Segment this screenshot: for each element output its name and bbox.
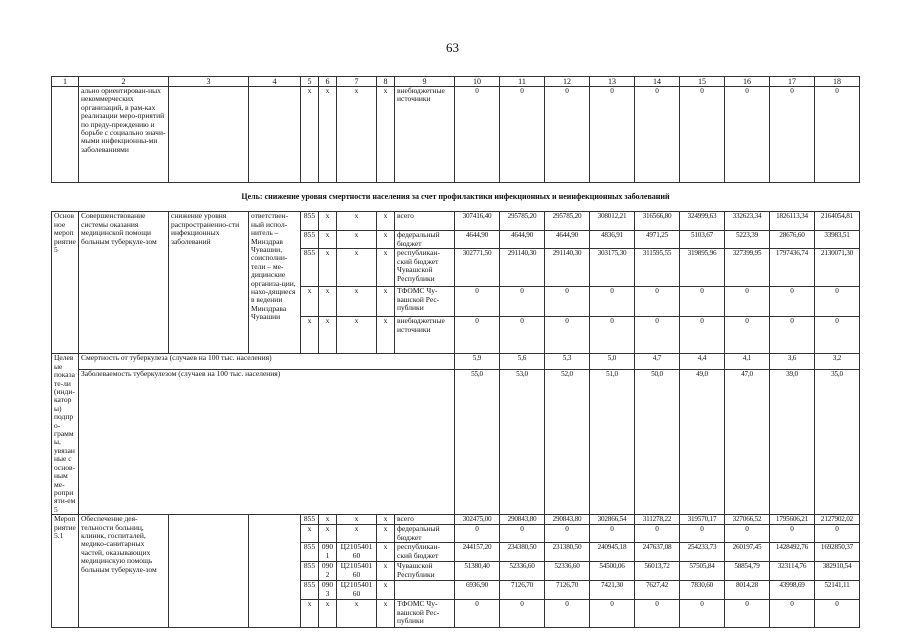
cell: 0 xyxy=(680,317,725,354)
table-row xyxy=(52,87,860,183)
cell: 4,1 xyxy=(725,354,770,369)
cell: всего xyxy=(395,515,455,525)
cell: Совершенствование системы оказания медицинской помощи больным туберкуле-зом xyxy=(79,212,169,354)
cell: 7126,70 xyxy=(545,581,590,600)
cell: x xyxy=(319,600,337,628)
cell: 302475,00 xyxy=(455,515,500,525)
header-cell: 11 xyxy=(500,77,545,87)
header-cell: 4 xyxy=(249,77,301,87)
cell: x xyxy=(301,600,319,628)
cell: Заболеваемость туберкулезом (случаев на 100 тыс. населения) xyxy=(79,369,455,515)
cell: 295785,20 xyxy=(500,212,545,231)
cell: 54500,06 xyxy=(590,562,635,581)
cell: 57505,84 xyxy=(680,562,725,581)
cell: 0 xyxy=(680,287,725,317)
cell: 4,7 xyxy=(635,354,680,369)
cell: x xyxy=(301,525,319,543)
cell: ТФОМС Чу-вашской Рес-публики xyxy=(395,600,455,628)
cell: Обеспечение дея-тельности больниц, клиник, госпиталей, медико-санитарных частей, оказывающих медицинскую помощь больным туберкуле-зом xyxy=(79,515,169,628)
cell: x xyxy=(319,212,337,231)
cell: x xyxy=(301,317,319,354)
cell: 52336,60 xyxy=(500,562,545,581)
cell: 2127902,02 xyxy=(815,515,860,525)
cell: 35,0 xyxy=(815,369,860,515)
cell: 323114,76 xyxy=(770,562,815,581)
cell: 52336,60 xyxy=(545,562,590,581)
cell: x xyxy=(337,87,377,183)
cell: Основное мероприятие 5 xyxy=(52,212,79,354)
cell: 0903 xyxy=(319,581,337,600)
cell: 33983,51 xyxy=(815,231,860,249)
cell: 382910,54 xyxy=(815,562,860,581)
cell: 311595,55 xyxy=(635,249,680,287)
cell: 5103,67 xyxy=(680,231,725,249)
cell: 7627,42 xyxy=(635,581,680,600)
cell: 0 xyxy=(635,600,680,628)
cell: федеральный бюджет xyxy=(395,525,455,543)
cell xyxy=(249,87,301,183)
cell: 302771,50 xyxy=(455,249,500,287)
cell: 0 xyxy=(545,287,590,317)
cell xyxy=(395,581,455,600)
cell: всего xyxy=(395,212,455,231)
cell: x xyxy=(301,287,319,317)
header-cell: 10 xyxy=(455,77,500,87)
cell: 0 xyxy=(815,287,860,317)
cell: 0 xyxy=(545,600,590,628)
cell: 28676,60 xyxy=(770,231,815,249)
cell: x xyxy=(337,515,377,525)
cell: x xyxy=(301,87,319,183)
cell: 855 xyxy=(301,212,319,231)
cell: 0 xyxy=(500,317,545,354)
cell: 0 xyxy=(815,87,860,183)
cell: x xyxy=(337,231,377,249)
cell: 1826113,34 xyxy=(770,212,815,231)
cell: 0 xyxy=(770,600,815,628)
cell: 0 xyxy=(815,317,860,354)
cell: 0 xyxy=(725,87,770,183)
cell: 303175,30 xyxy=(590,249,635,287)
header-cell: 12 xyxy=(545,77,590,87)
cell: x xyxy=(337,287,377,317)
cell: 231380,50 xyxy=(545,543,590,562)
cell: 311278,22 xyxy=(635,515,680,525)
cell: 240945,18 xyxy=(590,543,635,562)
cell: 290843,80 xyxy=(500,515,545,525)
cell: 247637,08 xyxy=(635,543,680,562)
cell: x xyxy=(377,249,395,287)
cell: 316566,80 xyxy=(635,212,680,231)
cell: 0 xyxy=(635,525,680,543)
cell: x xyxy=(319,231,337,249)
cell: Ц2105401 60 xyxy=(337,543,377,562)
cell: 319895,96 xyxy=(680,249,725,287)
cell: 3,2 xyxy=(815,354,860,369)
cell: 324999,63 xyxy=(680,212,725,231)
cell: 0 xyxy=(770,287,815,317)
table-row xyxy=(52,369,860,515)
cell: ТФОМС Чу-вашской Рес-публики xyxy=(395,287,455,317)
header-cell: 3 xyxy=(169,77,249,87)
cell: 8014,28 xyxy=(725,581,770,600)
cell: 5,3 xyxy=(545,354,590,369)
cell xyxy=(169,515,249,628)
cell: 319570,17 xyxy=(680,515,725,525)
cell: 855 xyxy=(301,543,319,562)
cell: Мероприятие 5.1 xyxy=(52,515,79,628)
header-cell: 6 xyxy=(319,77,337,87)
cell: 50,0 xyxy=(635,369,680,515)
cell: 43998,69 xyxy=(770,581,815,600)
header-cell: 13 xyxy=(590,77,635,87)
cell: 1795606,21 xyxy=(770,515,815,525)
cell: 302866,54 xyxy=(590,515,635,525)
cell: 0 xyxy=(725,525,770,543)
cell: 0 xyxy=(815,525,860,543)
cell: x xyxy=(377,287,395,317)
goal-title: Цель: снижение уровня смертности населения за счет профилактики инфекционных и неинфекционных заболеваний xyxy=(241,192,670,201)
header-row xyxy=(52,77,860,87)
cell: 0 xyxy=(635,87,680,183)
cell: 855 xyxy=(301,249,319,287)
cell: 0 xyxy=(455,287,500,317)
cell: 290843,80 xyxy=(545,515,590,525)
cell: 244157,20 xyxy=(455,543,500,562)
cell: 855 xyxy=(301,231,319,249)
cell: 260197,45 xyxy=(725,543,770,562)
cell: Чувашской Республики xyxy=(395,562,455,581)
header-cell: 18 xyxy=(815,77,860,87)
cell: 295785,20 xyxy=(545,212,590,231)
page-number: 63 xyxy=(446,40,459,55)
cell: ально ориентирован-ных некоммерческих организаций, в рам-ках реализации меро-приятий по преду-преждению и борьбе с социально значи-мыми инфекционны-ми заболеваниями xyxy=(79,87,169,183)
cell: 7830,60 xyxy=(680,581,725,600)
cell: 4,4 xyxy=(680,354,725,369)
cell: Ц2105401 60 xyxy=(337,581,377,600)
cell: 855 xyxy=(301,515,319,525)
cell: 1428492,76 xyxy=(770,543,815,562)
cell: 291140,30 xyxy=(500,249,545,287)
cell: 49,0 xyxy=(680,369,725,515)
cell: 1797436,74 xyxy=(770,249,815,287)
cell: 2164054,81 xyxy=(815,212,860,231)
cell: 5223,39 xyxy=(725,231,770,249)
cell: 5,6 xyxy=(500,354,545,369)
cell: 52141,11 xyxy=(815,581,860,600)
cell: x xyxy=(337,317,377,354)
cell: 0 xyxy=(680,87,725,183)
cell: 51,0 xyxy=(590,369,635,515)
cell: 0901 xyxy=(319,543,337,562)
cell: 7126,70 xyxy=(500,581,545,600)
cell: 291140,30 xyxy=(545,249,590,287)
cell: x xyxy=(377,515,395,525)
cell: ответствен-ный испол-нитель – Минздрав Чувашии, соисполни-тели – ме-дицинские организа-ции, нахо-дящиеся в ведении Минздрава Чувашии xyxy=(249,212,301,354)
cell: 51380,40 xyxy=(455,562,500,581)
cell: внебюджетные источники xyxy=(395,317,455,354)
cell: 0 xyxy=(680,525,725,543)
cell: 3,6 xyxy=(770,354,815,369)
cell: 47,0 xyxy=(725,369,770,515)
cell: 0 xyxy=(590,287,635,317)
header-cell: 9 xyxy=(395,77,455,87)
cell: 0902 xyxy=(319,562,337,581)
cell: 5,0 xyxy=(590,354,635,369)
cell: x xyxy=(377,581,395,600)
cell: 0 xyxy=(590,525,635,543)
cell: 307416,40 xyxy=(455,212,500,231)
cell: внебюджетные источники xyxy=(395,87,455,183)
cell: 0 xyxy=(500,525,545,543)
cell: 0 xyxy=(725,317,770,354)
cell: 0 xyxy=(680,600,725,628)
cell: x xyxy=(319,87,337,183)
cell: 0 xyxy=(770,317,815,354)
cell xyxy=(52,87,79,183)
cell: x xyxy=(377,212,395,231)
cell: x xyxy=(337,249,377,287)
cell: 7421,30 xyxy=(590,581,635,600)
cell: x xyxy=(337,525,377,543)
cell: 52,0 xyxy=(545,369,590,515)
goal-row xyxy=(52,183,860,212)
cell: 0 xyxy=(545,317,590,354)
cell: 58854,79 xyxy=(725,562,770,581)
header-cell: 8 xyxy=(377,77,395,87)
cell xyxy=(169,87,249,183)
cell: 5,9 xyxy=(455,354,500,369)
cell: 327066,52 xyxy=(725,515,770,525)
cell: x xyxy=(377,543,395,562)
table-row xyxy=(52,212,860,231)
program-table xyxy=(51,76,860,628)
header-cell: 17 xyxy=(770,77,815,87)
cell: снижение уровня распространенно-сти инфекционных заболеваний xyxy=(169,212,249,354)
cell: x xyxy=(319,249,337,287)
cell: 4644,90 xyxy=(455,231,500,249)
cell: 2130071,30 xyxy=(815,249,860,287)
cell: x xyxy=(377,562,395,581)
cell: 254233,73 xyxy=(680,543,725,562)
cell: 0 xyxy=(590,317,635,354)
cell: 55,0 xyxy=(455,369,500,515)
cell: 0 xyxy=(455,317,500,354)
cell: 4644,90 xyxy=(500,231,545,249)
cell: 0 xyxy=(815,600,860,628)
cell: 4836,91 xyxy=(590,231,635,249)
header-cell: 5 xyxy=(301,77,319,87)
cell: x xyxy=(377,231,395,249)
cell: 0 xyxy=(455,87,500,183)
cell: x xyxy=(377,87,395,183)
table-row xyxy=(52,515,860,525)
cell: республикан-ский бюджет Чувашской Республики xyxy=(395,249,455,287)
cell: x xyxy=(377,600,395,628)
cell: 0 xyxy=(455,525,500,543)
cell: 0 xyxy=(500,600,545,628)
cell: Смертность от туберкулеза (случаев на 100 тыс. населения) xyxy=(79,354,455,369)
header-cell: 2 xyxy=(79,77,169,87)
cell: 855 xyxy=(301,562,319,581)
cell: x xyxy=(377,525,395,543)
cell: x xyxy=(337,600,377,628)
cell: x xyxy=(319,515,337,525)
cell: 0 xyxy=(590,600,635,628)
cell: 0 xyxy=(590,87,635,183)
cell: республикан-ский бюджет xyxy=(395,543,455,562)
cell: Ц2105401 60 xyxy=(337,562,377,581)
cell: 0 xyxy=(500,287,545,317)
cell: 0 xyxy=(635,317,680,354)
cell: 308012,21 xyxy=(590,212,635,231)
cell: 0 xyxy=(545,525,590,543)
cell: 56013,72 xyxy=(635,562,680,581)
cell: x xyxy=(319,525,337,543)
cell: 4971,25 xyxy=(635,231,680,249)
cell: x xyxy=(377,317,395,354)
cell xyxy=(249,515,301,628)
header-cell: 15 xyxy=(680,77,725,87)
cell: 0 xyxy=(545,87,590,183)
cell: 53,0 xyxy=(500,369,545,515)
cell: 1692850,37 xyxy=(815,543,860,562)
cell: 39,0 xyxy=(770,369,815,515)
cell: 0 xyxy=(500,87,545,183)
table-row xyxy=(52,354,860,369)
cell: x xyxy=(319,287,337,317)
header-cell: 16 xyxy=(725,77,770,87)
cell: Целевые показате-ли (инди-каторы) подпро-граммы, увязанные с основ-ным ме-роприяти-ем 5 xyxy=(52,354,79,515)
cell: 0 xyxy=(725,287,770,317)
cell: x xyxy=(337,212,377,231)
cell: 0 xyxy=(770,87,815,183)
cell: 855 xyxy=(301,581,319,600)
cell: 6936,90 xyxy=(455,581,500,600)
cell: 4644,90 xyxy=(545,231,590,249)
cell: 0 xyxy=(770,525,815,543)
cell: x xyxy=(319,317,337,354)
cell: федеральный бюджет xyxy=(395,231,455,249)
header-cell: 7 xyxy=(337,77,377,87)
cell: 332623,34 xyxy=(725,212,770,231)
cell: 327399,95 xyxy=(725,249,770,287)
cell: 0 xyxy=(635,287,680,317)
cell: 0 xyxy=(455,600,500,628)
header-cell: 1 xyxy=(52,77,79,87)
cell: 0 xyxy=(725,600,770,628)
cell: 234380,50 xyxy=(500,543,545,562)
header-cell: 14 xyxy=(635,77,680,87)
